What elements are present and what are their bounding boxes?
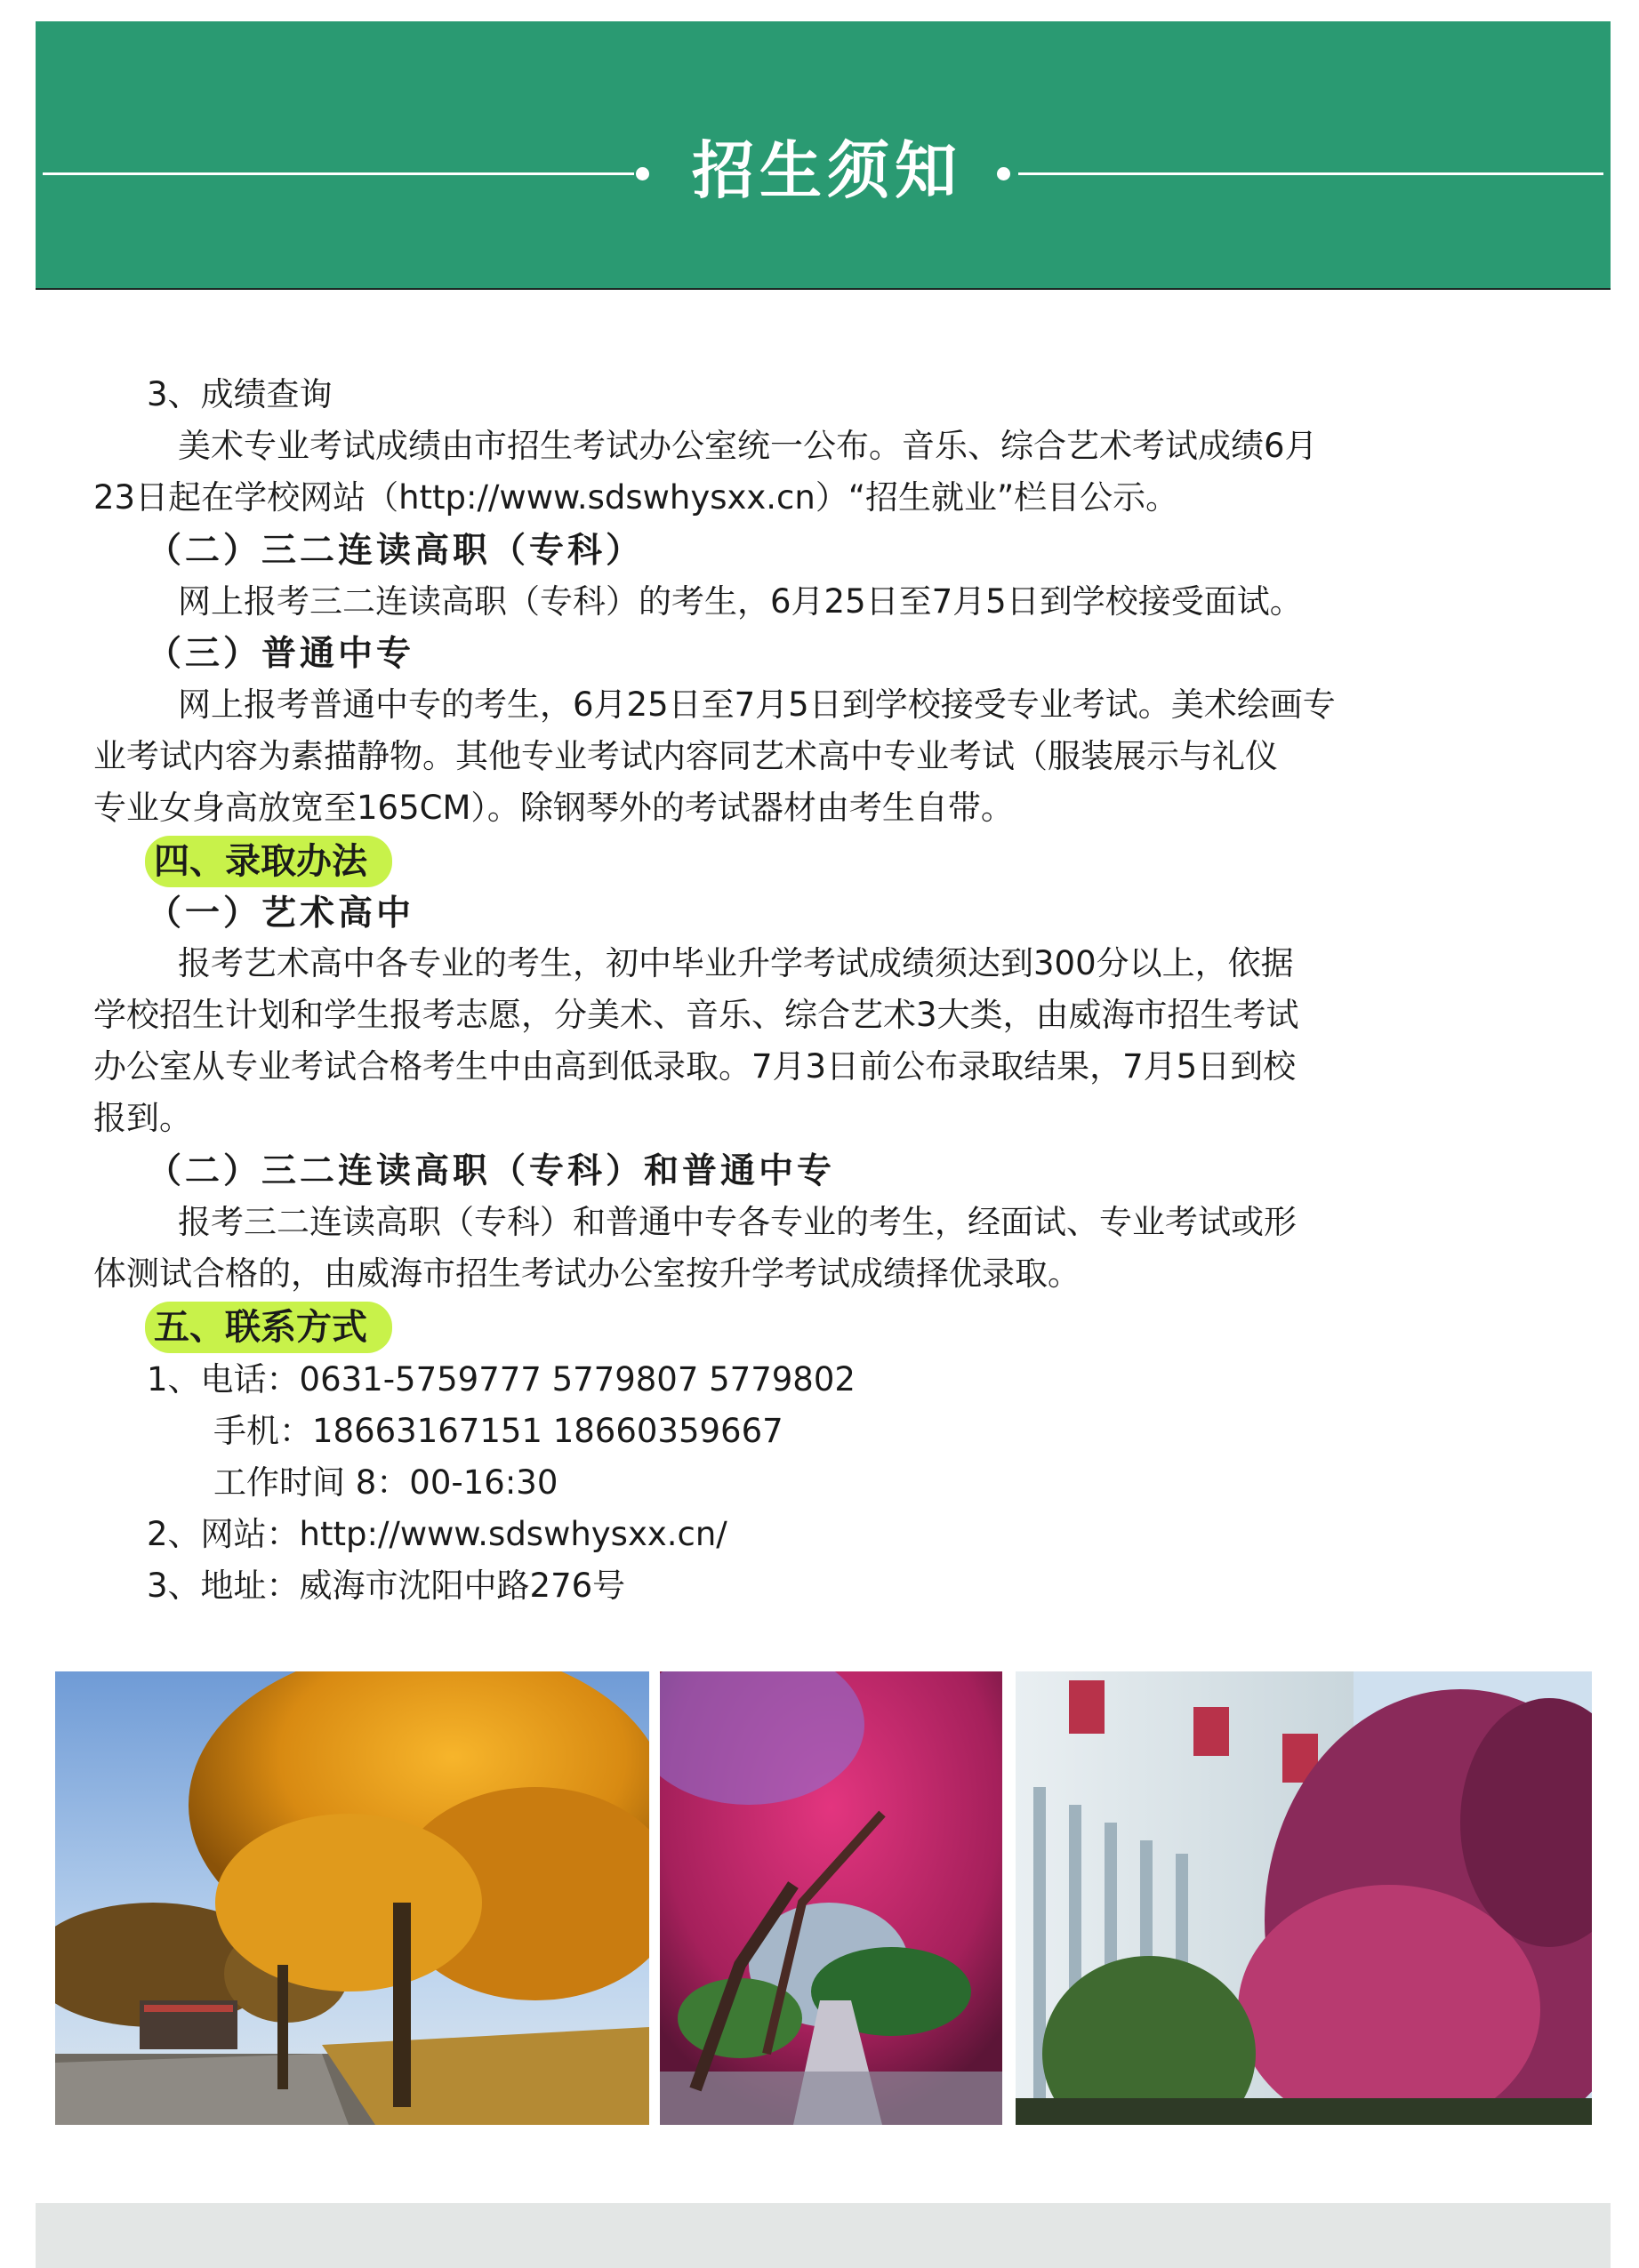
contact-website: 2、网站：http://www.sdswhysxx.cn/	[147, 1515, 727, 1553]
contact-hours: 工作时间 8：00-16:30	[213, 1463, 558, 1502]
contact-address: 3、地址：威海市沈阳中路276号	[147, 1567, 626, 1605]
item-score-query: 3、成绩查询	[147, 375, 333, 413]
paragraph-line: 专业女身高放宽至165CM）。除钢琴外的考试器材由考生自带。	[93, 789, 1014, 827]
header-rule-left	[43, 172, 634, 175]
paragraph-line: 23日起在学校网站（http://www.sdswhysxx.cn）“招生就业”栏目公示。	[93, 478, 1179, 517]
page-title: 招生须知	[692, 133, 962, 207]
section-highlight: 四、录取办法	[145, 836, 392, 887]
school-building-photo	[1016, 1671, 1592, 2125]
header-dot-left	[636, 167, 649, 180]
paragraph-line: 报到。	[93, 1099, 192, 1137]
header-banner	[36, 21, 1611, 290]
paragraph-line: 业考试内容为素描静物。其他专业考试内容同艺术高中专业考试（服装展示与礼仪	[93, 737, 1278, 775]
paragraph-line: 体测试合格的，由威海市招生考试办公室按升学考试成绩择优录取。	[93, 1254, 1081, 1293]
header-dot-right	[997, 167, 1010, 180]
header-rule-right	[1018, 172, 1603, 175]
paragraph-line: 网上报考三二连读高职（专科）的考生，6月25日至7月5日到学校接受面试。	[178, 582, 1303, 621]
section-heading-admission	[145, 836, 1621, 887]
paragraph-line: 网上报考普通中专的考生，6月25日至7月5日到学校接受专业考试。美术绘画专	[178, 685, 1336, 724]
ginkgo-tree-photo	[55, 1671, 649, 2125]
subheading-sanerliandu: （二）三二连读高职（专科）	[147, 530, 645, 571]
subheading-art-highschool: （一）艺术高中	[147, 893, 415, 934]
contact-mobile: 手机：18663167151 18660359667	[213, 1412, 783, 1450]
subheading-putong-zhongzhuan: （三）普通中专	[147, 633, 415, 674]
section-highlight: 五、联系方式	[145, 1302, 392, 1353]
paragraph-line: 美术专业考试成绩由市招生考试办公室统一公布。音乐、综合艺术考试成绩6月	[178, 427, 1318, 465]
blossom-path-photo	[660, 1671, 1002, 2125]
paragraph-line: 学校招生计划和学生报考志愿，分美术、音乐、综合艺术3大类，由威海市招生考试	[93, 996, 1299, 1034]
section-heading-contact	[145, 1302, 1621, 1353]
subheading-sanerliandu-putong: （二）三二连读高职（专科）和普通中专	[147, 1150, 836, 1191]
contact-phone: 1、电话：0631-5759777 5779807 5779802	[147, 1360, 856, 1398]
paragraph-line: 办公室从专业考试合格考生中由高到低录取。7月3日前公布录取结果，7月5日到校	[93, 1047, 1297, 1086]
paragraph-line: 报考三二连读高职（专科）和普通中专各专业的考生，经面试、专业考试或形	[178, 1203, 1297, 1241]
footer-bar	[36, 2203, 1611, 2268]
paragraph-line: 报考艺术高中各专业的考生，初中毕业升学考试成绩须达到300分以上，依据	[178, 944, 1294, 982]
